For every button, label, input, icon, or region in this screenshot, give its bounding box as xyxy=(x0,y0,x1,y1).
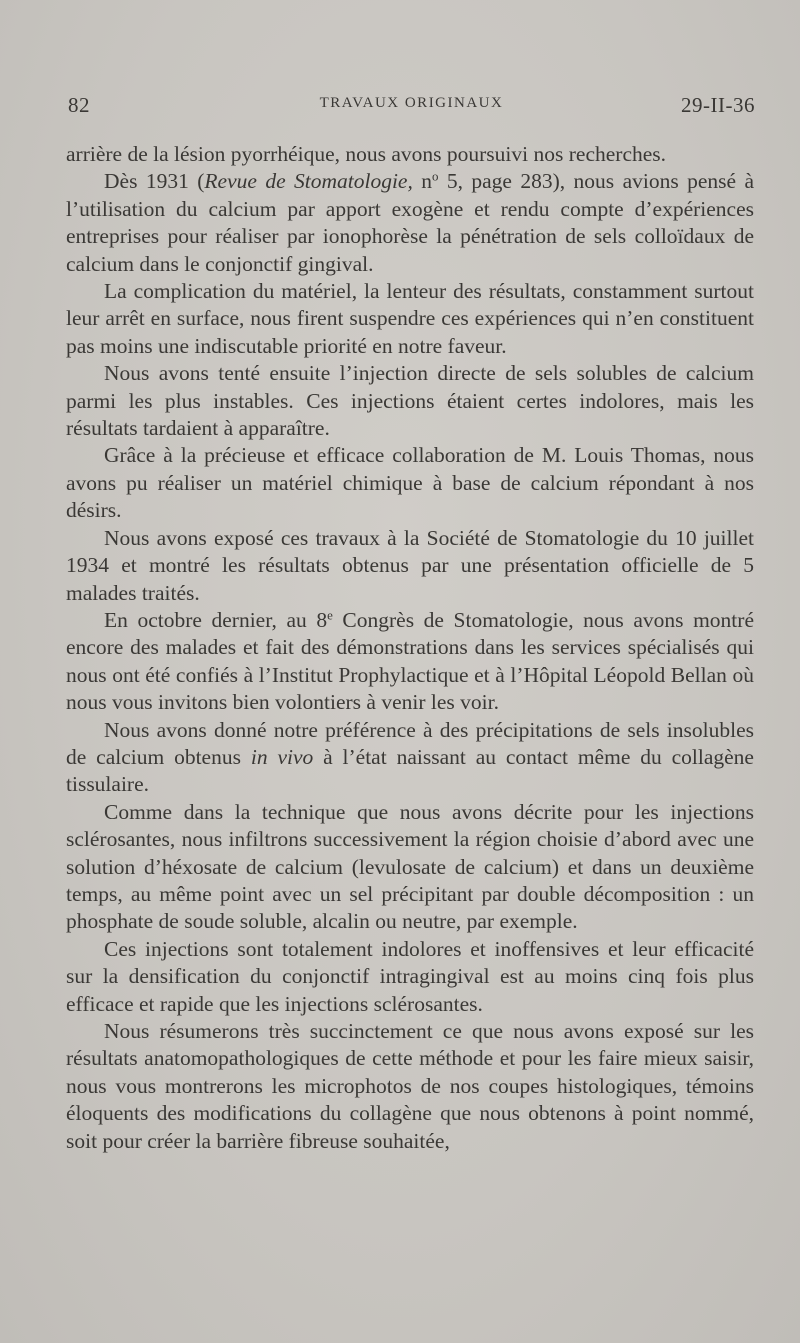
header-date: 29-II-36 xyxy=(681,93,755,117)
paragraph-technique: Comme dans la technique que nous avons décrite pour les injections sclérosantes, nous infiltrons successivement la région choisie d’abord avec une solution d’héxosate de calcium (levulosate de calcium) et dans un deuxième temps, au même point avec un sel précipitant par double décomposition : un phosphate de soude soluble, alcalin ou neutre, par exemple. xyxy=(66,799,754,934)
paragraph-indolores: Ces injections sont totalement indolores et inoffensives et leur efficacité sur la densification du conjonctif intragingival est au moins cinq fois plus efficace et rapide que les injections sclérosantes. xyxy=(66,936,754,1016)
paragraph-complication: La complication du matériel, la lenteur des résultats, constamment surtout leur arrêt en surface, nous firent suspendre ces expériences qui n’en constituent pas moins une indiscutable priorité en notre faveur. xyxy=(66,279,754,358)
text-run: Congrès de Stomatologie, nous avons montré encore des malades et fait des démonstrations dans les services spécialisés qui nous ont été confiés à l’Institut Prophylactique et à l’Hôpital Léopold Bellan où nous vous invitons bien volontiers à venir les voir. xyxy=(66,607,754,715)
text-run: En octobre dernier, au 8 xyxy=(104,607,328,632)
journal-title: Revue de Stomatologie, xyxy=(204,169,413,194)
paragraph-collaboration: Grâce à la précieuse et efficace collaboration de M. Louis Thomas, nous avons pu réaliser un matériel chimique à base de calcium répondant à nos désirs. xyxy=(66,443,754,523)
paragraph-continuation: arrière de la lésion pyorrhéique, nous avons poursuivi nos recherches. xyxy=(66,142,667,166)
text-run: Dès 1931 ( xyxy=(104,169,205,194)
text-run: à l’état naissant au contact même du collagène tissulaire. xyxy=(66,744,754,797)
running-title: TRAVAUX ORIGINAUX xyxy=(319,95,504,111)
italic-phrase: in vivo xyxy=(250,744,314,769)
paragraph-societe: Nous avons exposé ces travaux à la Société de Stomatologie du 10 juillet 1934 et montré les résultats obtenus par une présentation officielle de 5 malades traités. xyxy=(66,525,754,605)
text-run: 5, page 283), nous avions pensé à l’utilisation du calcium par apport exogène et rendu compte d’expériences entreprises pour réaliser par ionophorèse la pénétration de sels colloïdaux de calcium dans le conjonctif gingival. xyxy=(66,169,754,276)
superscript: e xyxy=(327,608,333,623)
text-run: Nous avons donné notre préférence à des précipitations de sels insolubles de calcium obtenus xyxy=(66,717,754,769)
paragraph-revue xyxy=(66,168,754,278)
paragraph-preference xyxy=(66,717,754,799)
text-run: n xyxy=(412,169,433,194)
superscript: o xyxy=(432,169,439,184)
paragraph-injection: Nous avons tenté ensuite l’injection directe de sels solubles de calcium parmi les plus instables. Ces injections étaient certes indolores, mais les résultats tardaient à apparaître. xyxy=(66,361,754,441)
paragraph-resume: Nous résumerons très succinctement ce que nous avons exposé sur les résultats anatomopathologiques de cette méthode et pour les faire mieux saisir, nous vous montrerons les microphotos de nos coupes histologiques, témoins éloquents des modifications du collagène que nous obtenons à point nommé, soit pour créer la barrière fibreuse souhaitée, xyxy=(66,1019,754,1153)
body-text xyxy=(66,141,754,1155)
paragraph-congres xyxy=(66,607,754,717)
page-header xyxy=(68,93,755,123)
page-number: 82 xyxy=(68,93,90,117)
